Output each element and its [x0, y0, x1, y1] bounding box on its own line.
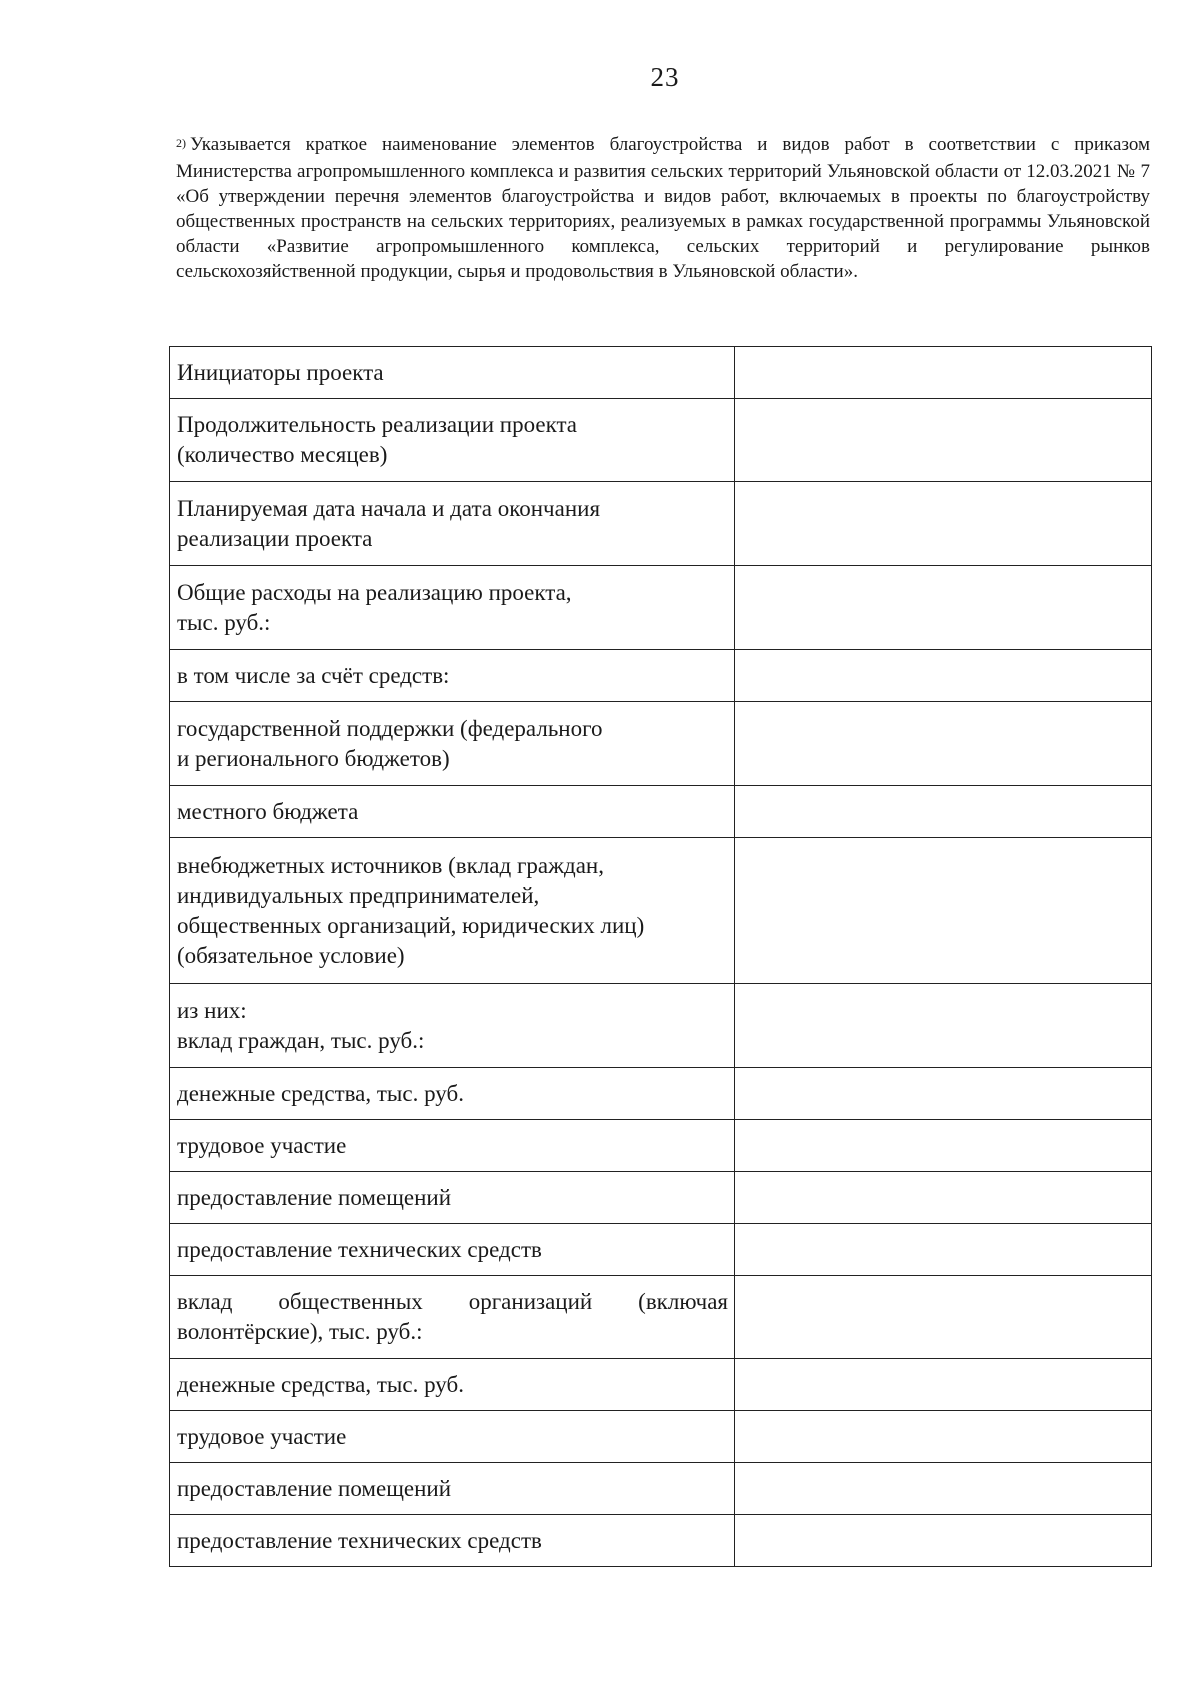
row-value-cell[interactable] — [735, 1515, 1152, 1567]
row-label: Общие расходы на реализацию проекта, тыс. руб.: — [177, 579, 572, 635]
table-row — [170, 650, 1152, 702]
table-row — [170, 566, 1152, 650]
row-value-cell[interactable] — [735, 566, 1152, 650]
row-label: Инициаторы проекта — [177, 359, 384, 385]
row-label-cell — [170, 1463, 735, 1515]
row-label: денежные средства, тыс. руб. — [177, 1080, 464, 1106]
table-row — [170, 1172, 1152, 1224]
row-label-cell — [170, 482, 735, 566]
table-row — [170, 482, 1152, 566]
row-label-cell — [170, 1120, 735, 1172]
row-label-cell — [170, 786, 735, 838]
row-label: в том числе за счёт средств: — [177, 662, 450, 688]
row-value-cell[interactable] — [735, 786, 1152, 838]
row-label: Планируемая дата начала и дата окончания реализации проекта — [177, 495, 601, 551]
row-value-cell[interactable] — [735, 1224, 1152, 1276]
row-value-cell[interactable] — [735, 1276, 1152, 1359]
row-label-cell — [170, 1359, 735, 1411]
row-value-cell[interactable] — [735, 1359, 1152, 1411]
row-label: предоставление помещений — [177, 1475, 452, 1501]
table-row — [170, 399, 1152, 482]
footnote-marker: 2) — [176, 136, 186, 150]
table-row — [170, 702, 1152, 786]
table-row — [170, 1276, 1152, 1359]
table-row — [170, 786, 1152, 838]
row-value-cell[interactable] — [735, 1068, 1152, 1120]
row-value-cell[interactable] — [735, 838, 1152, 984]
row-value-cell[interactable] — [735, 1411, 1152, 1463]
row-label-cell — [170, 566, 735, 650]
row-label: Продолжительность реализации проекта (количество месяцев) — [177, 412, 577, 467]
footnote — [176, 132, 1150, 284]
table-row — [170, 1068, 1152, 1120]
table-row — [170, 1515, 1152, 1567]
table-row — [170, 1120, 1152, 1172]
row-value-cell[interactable] — [735, 482, 1152, 566]
row-label: местного бюджета — [177, 798, 359, 824]
row-label: государственной поддержки (федерального и регионального бюджетов) — [177, 715, 603, 771]
project-info-table — [169, 346, 1152, 1567]
table-row — [170, 838, 1152, 984]
row-label: из них: вклад граждан, тыс. руб.: — [177, 997, 425, 1053]
row-label-cell — [170, 347, 735, 399]
row-label-cell — [170, 702, 735, 786]
row-value-cell[interactable] — [735, 1120, 1152, 1172]
row-label: денежные средства, тыс. руб. — [177, 1371, 464, 1397]
table-row — [170, 1463, 1152, 1515]
row-label-cell — [170, 838, 735, 984]
row-value-cell[interactable] — [735, 347, 1152, 399]
table-row — [170, 984, 1152, 1068]
row-label: трудовое участие — [177, 1132, 347, 1158]
table-row — [170, 1359, 1152, 1411]
row-label-cell — [170, 984, 735, 1068]
row-label-cell — [170, 650, 735, 702]
row-label-cell — [170, 1068, 735, 1120]
table-row — [170, 1224, 1152, 1276]
row-value-cell[interactable] — [735, 702, 1152, 786]
row-label: вклад общественных организаций (включая волонтёрские), тыс. руб.: — [177, 1289, 728, 1344]
row-value-cell[interactable] — [735, 984, 1152, 1068]
row-value-cell[interactable] — [735, 1172, 1152, 1224]
row-label: предоставление помещений — [177, 1184, 452, 1210]
row-label-cell — [170, 1172, 735, 1224]
row-value-cell[interactable] — [735, 1463, 1152, 1515]
page-number: 23 — [650, 62, 680, 92]
table-row — [170, 347, 1152, 399]
row-label: предоставление технических средств — [177, 1236, 542, 1262]
row-label: трудовое участие — [177, 1423, 347, 1449]
row-value-cell[interactable] — [735, 399, 1152, 482]
row-label-cell — [170, 1276, 735, 1359]
row-label-cell — [170, 399, 735, 482]
row-value-cell[interactable] — [735, 650, 1152, 702]
row-label-cell — [170, 1224, 735, 1276]
row-label-cell — [170, 1411, 735, 1463]
row-label: внебюджетных источников (вклад граждан, индивидуальных предпринимателей, общественных организаций, юридических лиц) (обязательное условие) — [177, 852, 645, 968]
row-label-cell — [170, 1515, 735, 1567]
row-label: предоставление технических средств — [177, 1527, 542, 1553]
table-row — [170, 1411, 1152, 1463]
footnote-text: Указывается краткое наименование элементов благоустройства и видов работ в соответствии с приказом Министерства агропромышленного комплекса и развития сельских территорий Ульяновской области от 12.03.2021 № 7 «Об утверждении перечня элементов благоустройства и видов работ, включаемых в проекты по благоустройству общественных пространств на сельских территориях, реализуемых в рамках государственной программы Ульяновской области «Развитие агропромышленного комплекса, сельских территорий и регулирование рынков сельскохозяйственной продукции, сырья и продовольствия в Ульяновской области». — [176, 134, 1150, 282]
